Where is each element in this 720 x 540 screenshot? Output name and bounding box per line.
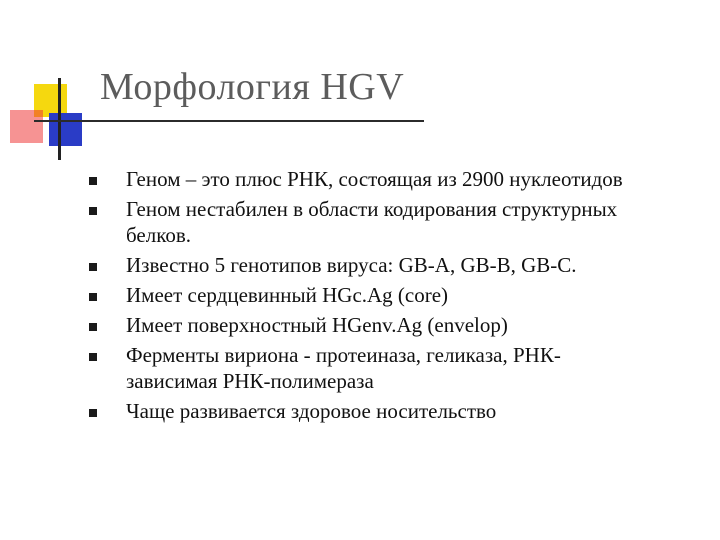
bullet-text: Известно 5 генотипов вируса: GB-A, GB-B, GB-C. [126, 253, 577, 277]
slide-title: Морфология HGV [100, 66, 405, 108]
bullet-square-icon [89, 177, 97, 185]
decorative-red-square [10, 110, 43, 143]
bullet-square-icon [89, 323, 97, 331]
bullet-text: белков. [126, 223, 192, 247]
bullet-text: Чаще развивается здоровое носительство [126, 399, 497, 423]
bullet-square-icon [89, 353, 97, 361]
bullet-square-icon [89, 409, 97, 417]
bullet-text: Геном – это плюс РНК, состоящая из 2900 нуклеотидов [126, 167, 623, 191]
bullet-square-icon [89, 207, 97, 215]
bullet-text: Геном нестабилен в области кодирования структурных [126, 197, 618, 221]
title-underline [34, 120, 424, 122]
decorative-blue-square [49, 113, 82, 146]
bullet-text: Имеет поверхностный HGenv.Ag (envelop) [126, 313, 508, 337]
bullet-text: Имеет сердцевинный HGc.Ag (core) [126, 283, 449, 307]
decorative-vertical-line [58, 78, 61, 160]
bullet-square-icon [89, 293, 97, 301]
bullet-text: зависимая РНК-полимераза [126, 369, 374, 393]
bullet-text: Ферменты вириона - протеиназа, геликаза, РНК- [126, 343, 561, 367]
bullet-square-icon [89, 263, 97, 271]
